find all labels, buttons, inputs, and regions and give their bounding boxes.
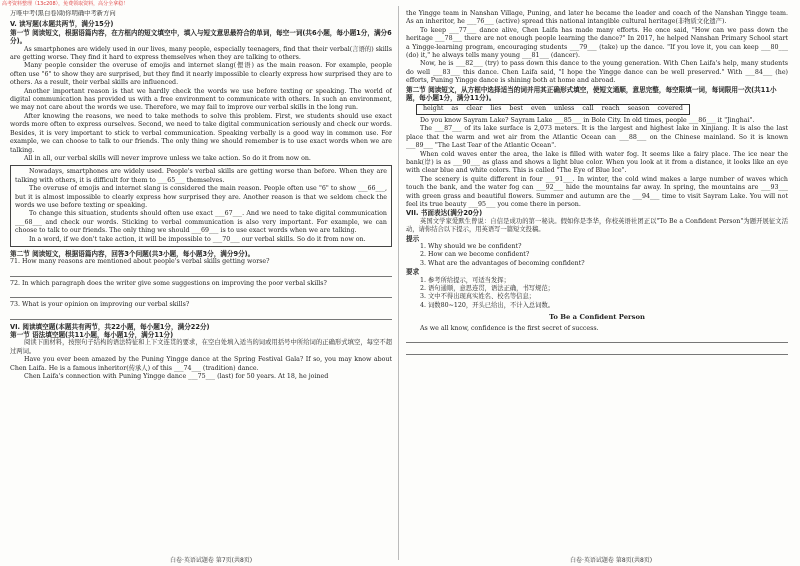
- grammar-para-2: To keep ___77___ dance alive, Chen Laifa has made many efforts. He once said, "How can we pass down the heritage ___78___ there are not enough people learning the dance?" In 2017, he helped Nanshan Primary School start a Yingge-learning program, encouraging students ___79___ (take) up the dance. "If you love it, you can keep ___80___ (do) it," he always tells many young ___81___ (dancer).: [406, 26, 788, 60]
- answer-line-71[interactable]: [10, 268, 392, 277]
- part1-title: 第一节 阅读短文，根据语篇内容，在方框内的短文填空中，填入与短文意思最符合的单词，每空一词(共6小题，每小题1分，满分6分)。: [10, 28, 392, 46]
- summary-para-2: The overuse of emojis and internet slang is considered the main reason. People often use "6" to show ___66___, but it is almost impossible to clearly express how surprised they are. Another reason is that we seldom check the words we use before texting or speaking.: [15, 185, 387, 209]
- top-banner: 高考资料整理（13c208），免费领取资料，高分全拿稳！: [2, 1, 129, 7]
- essay-line-1[interactable]: [406, 334, 788, 343]
- hint-2: 2. How can we become confident?: [420, 251, 530, 259]
- summary-para-1: Nowadays, smartphones are widely used. People's verbal skills are getting worse than before. When they are talking with others, it is difficult for them to ___65___ themselves.: [15, 168, 387, 184]
- question-71: 71. How many reasons are mentioned about people's verbal skills getting worse?: [10, 258, 270, 266]
- requirement-4: 4. 词数80~120，开头已给出，不计入总词数。: [420, 301, 555, 309]
- right-page: [406, 10, 788, 552]
- vi-para-2: Chen Laifa's connection with Puning Yingge dance ___75___ (last) for 50 years. At 18, he joined: [24, 373, 329, 381]
- lake-para-4: The scenery is quite different in four ___91___. In winter, the cold wind makes a large number of waves which touch the bank, and the water fog can ___92___ hide the mountains far away. In spring, the mountains are ___93___ with green grass and beautiful flowers. Summer and autumn are the ___94___ time to visit Sayram Lake. You will not feel its true beauty ___95___ you come there in person.: [406, 175, 788, 208]
- word-box: height as clear lies best even unless call reach season covered: [416, 104, 690, 114]
- summary-para-3: To change this situation, students should often use exact ___67___. And we need to take digital communication ___68___ and check our words. Sticking to verbal communication is also very important. For example, we can choose to talk to our friends. The only thing we should ___69___ is to use exact words when we are talking.: [15, 210, 387, 235]
- section-vi-title: VI. 阅读填空题(本题共有两节，共22小题，每小题1分，满分22分): [10, 322, 210, 331]
- right-part2-title: 第二节 阅读短文，从方框中选择适当的词并用其正确形式填空，使短文通顺，意思完整，每空限填一词，每词限用一次(共11小题，每小题1分，满分11分)。: [406, 85, 777, 103]
- left-page: [10, 10, 392, 552]
- lake-para-2: The ___87___ of its lake surface is 2,073 meters. It is the largest and highest lake in Xinjiang. It is also the last place that the warm and wet air from the Atlantic Ocean can ___88___ on the Chinese mainland. So it is known ___89___ "The Last Tear of the Atlantic Ocean".: [406, 125, 788, 150]
- requirement-1: 1. 参考所给提示，可适当发挥；: [420, 276, 510, 284]
- hint-1: 1. Why should we be confident?: [420, 242, 522, 250]
- passage-para-5: All in all, our verbal skills will never improve unless we take action. So do it from now on.: [24, 154, 311, 162]
- vii-instructions: 英国文学家爱默生曾说：自信是成功的第一秘诀。假如你是李华，你校英语社团正以"To Be a Confident Person"为题开展征文活动，请你结合以下提示，用英语写一篇短文投稿。: [406, 217, 788, 234]
- part2-title: 第二节 阅读短文，根据语篇内容，回答3个问题(共3小题，每小题3分，满分9分)。: [10, 249, 255, 258]
- answer-line-72[interactable]: [10, 289, 392, 298]
- hint-title: 提示: [406, 234, 420, 243]
- page-divider: [398, 6, 399, 560]
- grammar-para-1: the Yingge team in Nanshan Village, Puning, and later he became the leader and coach of the Nanshan Yingge team. As an inheritor, he ___76___ (active) spread this national intangible cultural heritage(非物质文化遗产).: [406, 10, 788, 26]
- vi-para-1: Have you ever been amazed by the Puning Yingge dance at the Spring Festival Gala? If so, you may know about Chen Laifa. He is a famous inheritor(传承人) of this ___74___ (tradition) dance.: [10, 356, 392, 372]
- right-footer: 白卷·英语试题卷 第8页(共8页): [570, 557, 653, 564]
- requirement-2: 2. 语句通顺，意思连贯，语法正确，书写规范；: [420, 285, 554, 292]
- left-header: 万唯中考(黑白卷)助你明确中考新方向: [10, 10, 116, 17]
- lake-para-1: Do you know Sayram Lake? Sayram Lake ___85___ in Bole City. In old times, people ___86___ it "Jinghai".: [420, 116, 755, 124]
- passage-para-3: Another important reason is that we hardly check the words we use before texting or speaking. The world of digital communication has provided us with a free environment to communicate with others. In such an environment, we may not care about the words we use. Therefore, we may fail to improve our verbal skills in the long run.: [10, 87, 392, 112]
- requirements-title: 要求: [406, 268, 420, 277]
- hint-3: 3. What are the advantages of becoming confident?: [420, 259, 585, 267]
- summary-para-4: In a word, if we don't take action, it will be impossible to ___70___ our verbal skills. So do it from now on.: [29, 235, 366, 243]
- section-v-title: V. 读写题(本题共两节，满分15分): [10, 20, 114, 29]
- left-footer: 白卷·英语试题卷 第7页(共8页): [170, 557, 253, 564]
- passage-para-4: After knowing the reasons, we need to take methods to solve this problem. First, we students should use exact words more often to express ourselves. Second, we need to take digital communication seriously and check our words. Besides, it is very important to stick to verbal communication. Speaking verbally is a good way in common use. For example, we can choose to talk to our friends. The only thing we should remember is to use exact words when we are talking.: [10, 112, 392, 154]
- lake-para-3: When cold waves enter the area, the lake is filled with water fog. It seems like a fairy place. The ice near the bank(岸) is as ___90___ as glass and shows a light blue color. When you look at it from a distance, it looks like an eye with clear blue and white colors. This is called "The Eye of Blue Ice".: [406, 150, 788, 175]
- question-73: 73. What is your opinion on improving our verbal skills?: [10, 301, 190, 309]
- grammar-para-3: Now, he is ___82___ (try) to pass down this dance to the young generation. With Chen Laifa's help, many students do well ___83___ this dance. Chen Laifa said, "I hope the Yingge dance can be well preserved." With ___84___ (he) efforts, Puning Yingge dance is shining both at home and abroad.: [406, 60, 788, 85]
- passage-para-2: Many people consider the overuse of emojis and internet slang(俚语) as the main reason. For example, people often use "6" to show they are surprised, but they find it nearly impossible to clearly express how surprised they are to others. As a result, their verbal skills are influenced.: [10, 62, 392, 87]
- essay-title: To Be a Confident Person: [549, 313, 645, 322]
- vi-instructions: 阅读下面材料，按照句子结构的语法特征和上下文连贯的要求，在空白处填入适当的词或用括号中所给词的正确形式填空，每空不超过两词。: [10, 339, 392, 355]
- question-72: 72. In which paragraph does the writer give some suggestions on improving the poor verbal skills?: [10, 279, 327, 287]
- vi-part1-title: 第一节 语法填空题(共11小题，每小题1分，满分11分): [10, 331, 174, 339]
- passage-para-1: As smartphones are widely used in our lives, many people, especially teenagers, find that their verbal(言语的) skills are getting worse. They find it hard to express themselves when they are talking to others.: [10, 45, 392, 62]
- requirement-3: 3. 文中不得出现真实姓名、校名等信息；: [420, 293, 536, 301]
- essay-line-2[interactable]: [406, 346, 788, 355]
- essay-start: As we all know, confidence is the first secret of success.: [420, 324, 599, 332]
- summary-box: [10, 165, 392, 247]
- answer-line-73[interactable]: [10, 311, 392, 320]
- section-vii-title: VII. 书面表达(满分20分): [406, 209, 483, 218]
